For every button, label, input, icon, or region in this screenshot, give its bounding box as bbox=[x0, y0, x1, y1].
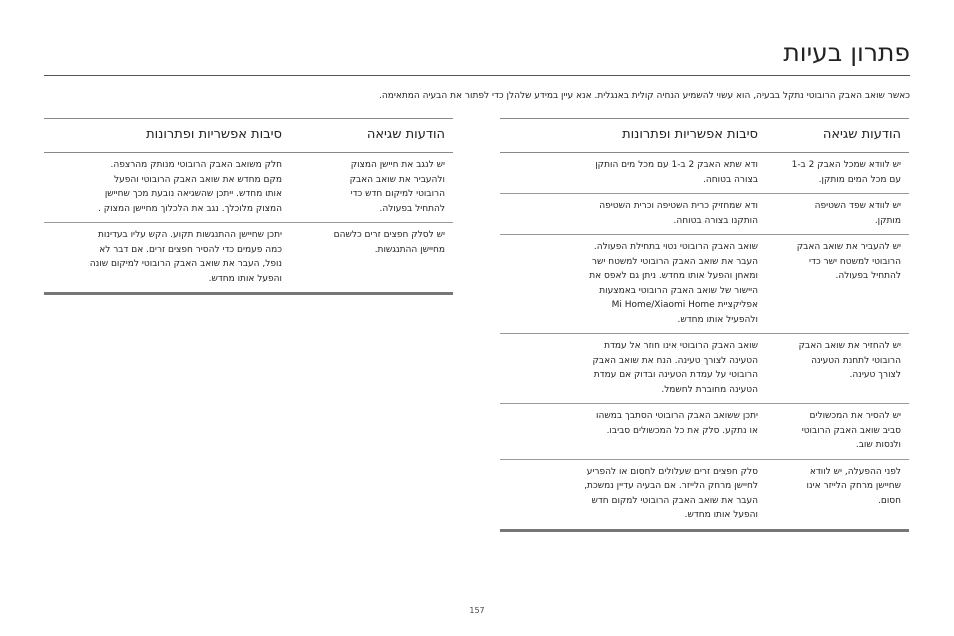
error-message-cell bbox=[791, 334, 909, 403]
cell-text-line: יש לוודא שמכל האבק 2 ב-1 bbox=[791, 160, 901, 170]
cell-text-line: ומאחן והפעל אותו מחדש. ניתן גם לאפס את bbox=[589, 271, 758, 281]
table-header bbox=[500, 119, 909, 152]
table-bottom-rule bbox=[500, 529, 909, 532]
cell-text-line: מקם מחדש את שואב האבק הרובוטי והפעל bbox=[114, 174, 282, 185]
title-divider bbox=[44, 75, 910, 76]
cell-text-line: הטעינה לצורך טעינה. הנח את שואב האבק bbox=[592, 355, 758, 366]
cell-text-line: סלק חפצים זרים שעלולים לחסום או להפריע bbox=[586, 466, 758, 477]
cell-text-line: שואב האבק הרובוטי נטוי בתחילת הפעולה. bbox=[593, 242, 758, 252]
solution-cell bbox=[500, 153, 791, 193]
error-message-cell bbox=[325, 153, 453, 222]
cell-text-line: יש לסלק חפצים זרים כלשהם bbox=[333, 230, 445, 240]
cell-text-line: הטעינה מחוברת לחשמל. bbox=[661, 384, 758, 395]
cell-text-line: המצוק מלוכלך. נגב את הלכלוך מחיישן המצוק . bbox=[98, 203, 282, 214]
cell-text-line: ולהעביר את שואב האבק bbox=[349, 174, 445, 185]
table-row bbox=[500, 193, 909, 234]
cell-text-line: הרובוטי על עמדת הטעינה ובדוק אם עמדת bbox=[593, 370, 758, 380]
header-causes-solutions: סיבות אפשריות ופתרונות bbox=[146, 126, 282, 142]
cell-text-line: שואב האבק הרובוטי אינו חוזר אל עמדת bbox=[604, 341, 758, 351]
solution-cell bbox=[44, 153, 325, 222]
cell-text-line: נופל, העבר את שואב האבק הרובוטי למיקום שונה bbox=[89, 259, 282, 269]
cell-text-line: או נתקע. סלק את כל המכשולים סביבו. bbox=[606, 425, 758, 436]
cell-text-line: חלק משואב האבק הרובוטי מנותק מהרצפה. bbox=[110, 160, 282, 170]
error-table-left bbox=[44, 118, 453, 295]
error-message-cell bbox=[325, 223, 453, 292]
error-message-cell bbox=[791, 460, 909, 529]
error-message-cell bbox=[791, 153, 909, 193]
cell-text-line: הרובוטי למשטח ישר כדי bbox=[809, 256, 901, 267]
cell-text-line: העבר את שואב האבק הרובוטי למשטח ישר bbox=[591, 256, 758, 267]
solution-cell bbox=[44, 223, 325, 292]
cell-text-line: והפעל אותו מחדש. bbox=[208, 273, 282, 284]
cell-text-line: יתכן שחיישן ההתנגשות תקוע. הקש עליו בעדינות bbox=[98, 230, 282, 240]
table-body bbox=[500, 153, 909, 529]
solution-cell bbox=[500, 194, 791, 234]
header-error-messages: הודעות שגיאה bbox=[822, 126, 901, 142]
cell-text-line: הרובוטי למיקום חדש כדי bbox=[350, 189, 445, 199]
error-message-cell bbox=[791, 194, 909, 234]
table-body bbox=[44, 153, 453, 292]
cell-text-line: שחיישן מרחק הלייזר אינו bbox=[806, 481, 901, 491]
table-row bbox=[500, 333, 909, 403]
cell-text-line: והפעל אותו מחדש. bbox=[684, 510, 758, 520]
cell-text-line: אותו מחדש. ייתכן שהשגיאה נובעת מכך שחיישן bbox=[104, 189, 282, 199]
header-error-messages: הודעות שגיאה bbox=[366, 126, 445, 142]
cell-text-line: להתחיל בפעולה. bbox=[379, 203, 445, 214]
cell-text-line: יתכן ששואב האבק הרובוטי הסתבך במשהו bbox=[596, 411, 758, 421]
cell-text-line: חסום. bbox=[877, 495, 901, 506]
cell-text-line: יש להחזיר את שואב האבק bbox=[798, 341, 901, 351]
cell-text-line: הרובוטי לתחנת הטעינה bbox=[811, 355, 901, 366]
cell-text-line: לצורך טעינה. bbox=[849, 370, 901, 380]
table-row bbox=[44, 153, 453, 222]
cell-text-line: ולהפעיל אותו מחדש. bbox=[677, 314, 758, 325]
solution-cell bbox=[500, 404, 791, 459]
cell-text-line: יש לוודא שפד השטיפה bbox=[814, 201, 901, 211]
cell-text-line: היישור של שואב האבק הרובוטי באמצעות bbox=[599, 285, 758, 296]
table-row bbox=[500, 234, 909, 333]
table-row bbox=[500, 459, 909, 529]
solution-cell bbox=[500, 235, 791, 333]
table-bottom-rule bbox=[44, 292, 453, 295]
cell-text-line: יש להסיר את המכשולים bbox=[809, 411, 901, 421]
header-causes-solutions: סיבות אפשריות ופתרונות bbox=[622, 126, 758, 142]
cell-text-line: ולנסות שוב. bbox=[855, 440, 901, 450]
cell-text-line: כמה פעמים כדי להסיר חפצים זרים. אם דבר לא bbox=[99, 244, 282, 255]
cell-text-line: אפליקציית Mi Home/Xiaomi Home bbox=[611, 300, 758, 310]
cell-text-line: יש להעביר את שואב האבק bbox=[796, 242, 901, 252]
table-row bbox=[500, 403, 909, 459]
cell-text-line: לפני ההפעלה, יש לוודא bbox=[809, 466, 901, 477]
cell-text-line: בצורה בטוחה. bbox=[703, 174, 758, 185]
cell-text-line: הותקנו בצורה בטוחה. bbox=[673, 215, 758, 226]
error-message-cell bbox=[791, 404, 909, 459]
page-title: פתרון בעיות bbox=[783, 38, 910, 67]
page-number: 157 bbox=[469, 606, 485, 615]
cell-text-line: יש לנגב את חיישן המצוק bbox=[350, 160, 445, 170]
cell-text-line: מחיישן ההתנגשות. bbox=[374, 244, 445, 255]
table-row bbox=[44, 222, 453, 292]
cell-text-line: ודא שמחזיק כרית השטיפה וכרית השטיפה bbox=[599, 201, 758, 211]
table-row bbox=[500, 153, 909, 193]
cell-text-line: סביב שואב האבק הרובוטי bbox=[801, 425, 901, 436]
intro-paragraph: כאשר שואב האבק הרובוטי נתקל בבעיה, הוא עשוי להשמיע הנחיה קולית באנגלית. אנא עיין במידע שלהלן כדי לפתור את הבעיה המתאימה. bbox=[379, 91, 910, 101]
cell-text-line: העבר את שואב האבק הרובוטי למקום חדש bbox=[591, 495, 758, 506]
solution-cell bbox=[500, 334, 791, 403]
solution-cell bbox=[500, 460, 791, 529]
error-table-right bbox=[500, 118, 909, 532]
error-message-cell bbox=[791, 235, 909, 333]
table-header bbox=[44, 119, 453, 152]
cell-text-line: עם מכל המים מותקן. bbox=[818, 174, 901, 185]
cell-text-line: ודא שתא האבק 2 ב-1 עם מכל מים הותקן bbox=[595, 160, 758, 170]
cell-text-line: מותקן. bbox=[874, 215, 901, 226]
cell-text-line: להתחיל בפעולה. bbox=[835, 271, 901, 281]
cell-text-line: לחיישן מרחק הלייזר. אם הבעיה עדיין נמשכת, bbox=[584, 481, 758, 491]
